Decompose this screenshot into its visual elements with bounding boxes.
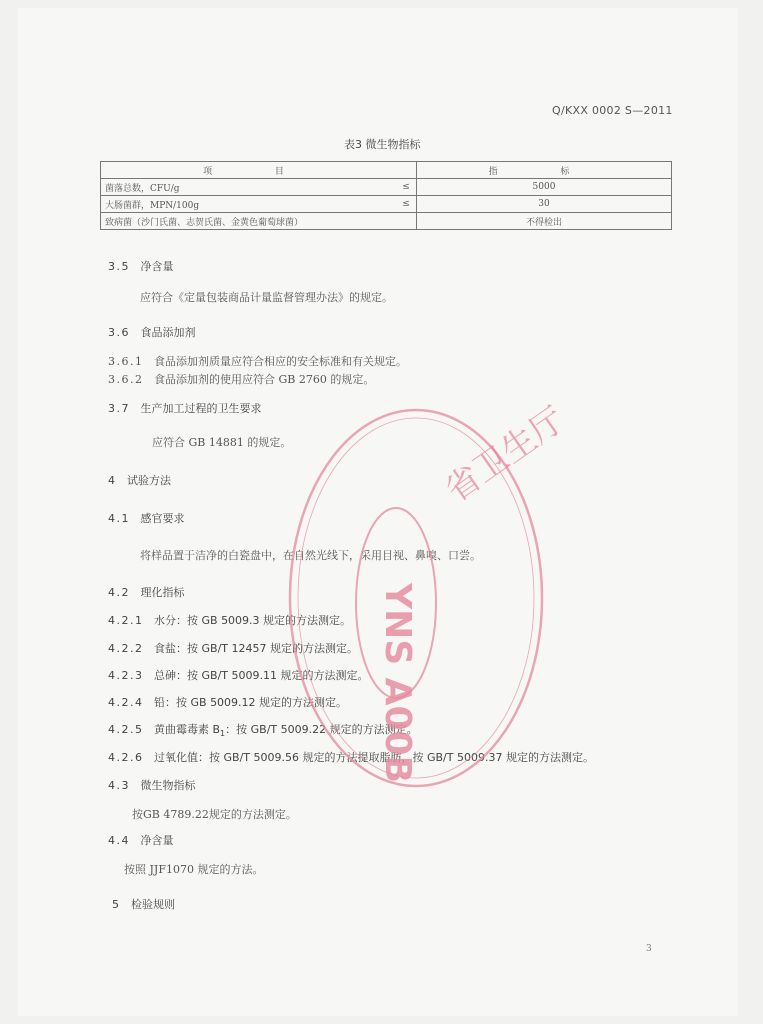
- section-5-heading: 5 检验规则: [112, 898, 175, 911]
- section-4-4-heading: 4.4 净含量: [108, 834, 174, 847]
- row-value: 不得检出: [417, 213, 672, 230]
- table-header-row: [101, 162, 672, 179]
- row-symbol: [396, 213, 417, 230]
- section-3-6-1: 3.6.1 食品添加剂质量应符合相应的安全标准和有关规定。: [108, 355, 407, 368]
- section-4-2-3: 4.2.3 总砷：按 GB/T 5009.11 规定的方法测定。: [108, 669, 369, 682]
- row-value: 30: [417, 196, 672, 213]
- header-item: 项 目: [101, 162, 417, 179]
- section-3-7-heading: 3.7 生产加工过程的卫生要求: [108, 402, 262, 415]
- section-4-2-4: 4.2.4 铅：按 GB 5009.12 规定的方法测定。: [108, 696, 348, 709]
- section-4-2-heading: 4.2 理化指标: [108, 586, 185, 599]
- row-item: 大肠菌群，MPN/100g: [101, 196, 397, 213]
- header-value: 指 标: [417, 162, 672, 179]
- table-row: [101, 196, 672, 213]
- standard-number: Q/KXX 0002 S—2011: [552, 104, 673, 117]
- row-item: 致病菌（沙门氏菌、志贺氏菌、金黄色葡萄球菌）: [101, 213, 397, 230]
- table-row: [101, 213, 672, 230]
- section-4-2-5: 4.2.5 黄曲霉毒素 $B_1$：按 GB/T 5009.22 规定的方法测定。: [108, 723, 418, 739]
- section-4-2-2: 4.2.2 食盐：按 GB/T 12457 规定的方法测定。: [108, 642, 358, 655]
- section-3-7-body: 应符合 GB 14881 的规定。: [152, 436, 292, 449]
- row-value: 5000: [417, 179, 672, 196]
- row-item: 菌落总数，CFU/g: [101, 179, 397, 196]
- section-4-1-body: 将样品置于洁净的白瓷盘中，在自然光线下，采用目视、鼻嗅、口尝。: [140, 549, 481, 562]
- section-3-5-body: 应符合《定量包装商品计量监督管理办法》的规定。: [140, 291, 393, 304]
- section-3-6-heading: 3.6 食品添加剂: [108, 326, 196, 339]
- section-4-2-1: 4.2.1 水分：按 GB 5009.3 规定的方法测定。: [108, 614, 352, 627]
- microbial-indicators-table: [100, 161, 672, 230]
- section-3-6-2: 3.6.2 食品添加剂的使用应符合 GB 2760 的规定。: [108, 373, 375, 386]
- table-row: [101, 179, 672, 196]
- section-4-2-6: 4.2.6 过氧化值：按 GB/T 5009.56 规定的方法提取脂肪，按 GB/T 5009.37 规定的方法测定。: [108, 751, 594, 764]
- section-4-4-body: 按照 JJF1070 规定的方法。: [124, 863, 264, 876]
- section-3-5-heading: 3.5 净含量: [108, 260, 174, 273]
- svg-text:省卫生厅: 省卫生厅: [438, 399, 573, 511]
- section-4-heading: 4 试验方法: [108, 474, 171, 487]
- svg-text:YNS A00B: YNS A00B: [377, 583, 418, 784]
- row-symbol: ≤: [396, 196, 417, 213]
- row-symbol: ≤: [396, 179, 417, 196]
- section-4-3-body: 按GB 4789.22规定的方法测定。: [132, 808, 297, 821]
- table-3-title: 表3 微生物指标: [344, 138, 421, 151]
- page-number: 3: [646, 944, 652, 954]
- section-4-3-heading: 4.3 微生物指标: [108, 779, 196, 792]
- section-4-1-heading: 4.1 感官要求: [108, 512, 185, 525]
